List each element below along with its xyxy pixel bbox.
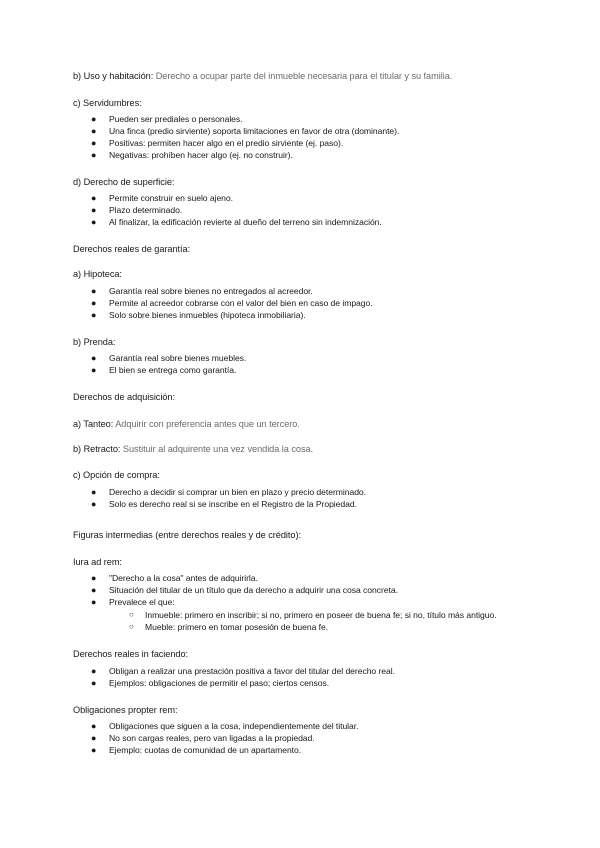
list-item: No son cargas reales, pero van ligadas a la propiedad. (109, 733, 315, 743)
list-item: Prevalece el que: (109, 597, 175, 607)
list-item: Situación del titular de un título que da derecho a adquirir una cosa concreta. (109, 585, 398, 595)
uso-habitacion-label: b) Uso y habitación: (73, 71, 154, 81)
bullet-icon: ● (91, 298, 97, 308)
iura-heading: Iura ad rem: (73, 557, 122, 567)
sub-list-item: Inmueble: primero en inscribir; si no, primero en poseer de buena fe; si no, título más antiguo. (145, 610, 497, 620)
bullet-icon: ● (91, 678, 97, 688)
superficie-heading: d) Derecho de superficie: (73, 177, 175, 187)
list-item: Negativas: prohíben hacer algo (ej. no construir). (109, 150, 293, 160)
garantia-heading: Derechos reales de garantía: (73, 244, 191, 254)
list-item: Permite al acreedor cobrarse con el valor del bien en caso de impago. (109, 298, 373, 308)
bullet-icon: ● (91, 126, 97, 136)
bullet-icon: ● (91, 365, 97, 375)
list-item: Obligaciones que siguen a la cosa, independientemente del titular. (109, 721, 359, 731)
bullet-icon: ● (91, 205, 97, 215)
list-item: Derecho a decidir si comprar un bien en plazo y precio determinado. (109, 487, 366, 497)
list-item: Plazo determinado. (109, 205, 183, 215)
list-item: Obligan a realizar una prestación positiva a favor del titular del derecho real. (109, 666, 395, 676)
list-item: Garantía real sobre bienes no entregados al acreedor. (109, 286, 313, 296)
list-item: "Derecho a la cosa" antes de adquirirla. (109, 573, 258, 583)
list-item: Ejemplos: obligaciones de permitir el paso; ciertos censos. (109, 678, 330, 688)
bullet-icon: ● (91, 193, 97, 203)
opcion-heading: c) Opción de compra: (73, 470, 160, 480)
list-item: Positivas: permiten hacer algo en el predio sirviente (ej. paso). (109, 138, 344, 148)
list-item: Permite construir en suelo ajeno. (109, 193, 233, 203)
retracto-desc: Sustituir al adquirente una vez vendida la cosa. (122, 444, 314, 454)
bullet-icon: ● (91, 114, 97, 124)
retracto-label: b) Retracto: (73, 444, 121, 454)
bullet-icon: ● (91, 666, 97, 676)
tanteo-line (73, 418, 300, 430)
list-item: Una finca (predio sirviente) soporta limitaciones en favor de otra (dominante). (109, 126, 400, 136)
bullet-icon: ● (91, 487, 97, 497)
bullet-icon: ● (91, 217, 97, 227)
bullet-icon: ● (91, 499, 97, 509)
bullet-icon: ● (91, 310, 97, 320)
prenda-heading: b) Prenda: (73, 337, 116, 347)
list-item: Al finalizar, la edificación revierte al dueño del terreno sin indemnización. (109, 217, 382, 227)
hipoteca-heading: a) Hipoteca: (73, 269, 122, 279)
bullet-icon: ● (91, 597, 97, 607)
faciendo-heading: Derechos reales in faciendo: (73, 649, 189, 659)
servidumbres-heading: c) Servidumbres: (73, 98, 142, 108)
bullet-icon: ● (91, 721, 97, 731)
bullet-icon: ● (91, 585, 97, 595)
list-item: Solo es derecho real si se inscribe en el Registro de la Propiedad. (109, 499, 357, 509)
circle-bullet-icon: ○ (129, 610, 134, 619)
list-item: Ejemplo: cuotas de comunidad de un apartamento. (109, 745, 302, 755)
sub-list-item: Mueble: primero en tomar posesión de buena fe. (145, 622, 329, 632)
tanteo-label: a) Tanteo: (73, 419, 114, 429)
tanteo-desc: Adquirir con preferencia antes que un tercero. (115, 419, 300, 429)
list-item: Garantía real sobre bienes muebles. (109, 353, 247, 363)
bullet-icon: ● (91, 286, 97, 296)
propter-heading: Obligaciones propter rem: (73, 705, 178, 715)
adquisicion-heading: Derechos de adquisición: (73, 392, 175, 402)
bullet-icon: ● (91, 150, 97, 160)
list-item: El bien se entrega como garantía. (109, 365, 237, 375)
list-item: Solo sobre bienes inmuebles (hipoteca inmobiliaria). (109, 310, 306, 320)
circle-bullet-icon: ○ (129, 622, 134, 631)
bullet-icon: ● (91, 745, 97, 755)
figuras-heading: Figuras intermedias (entre derechos reales y de crédito): (73, 530, 301, 540)
bullet-icon: ● (91, 733, 97, 743)
bullet-icon: ● (91, 138, 97, 148)
retracto-line (73, 443, 313, 455)
bullet-icon: ● (91, 573, 97, 583)
list-item: Pueden ser prediales o personales. (109, 114, 243, 124)
bullet-icon: ● (91, 353, 97, 363)
uso-habitacion-desc: Derecho a ocupar parte del inmueble necesaria para el titular y su familia. (155, 71, 453, 81)
uso-habitacion-line (73, 70, 452, 82)
